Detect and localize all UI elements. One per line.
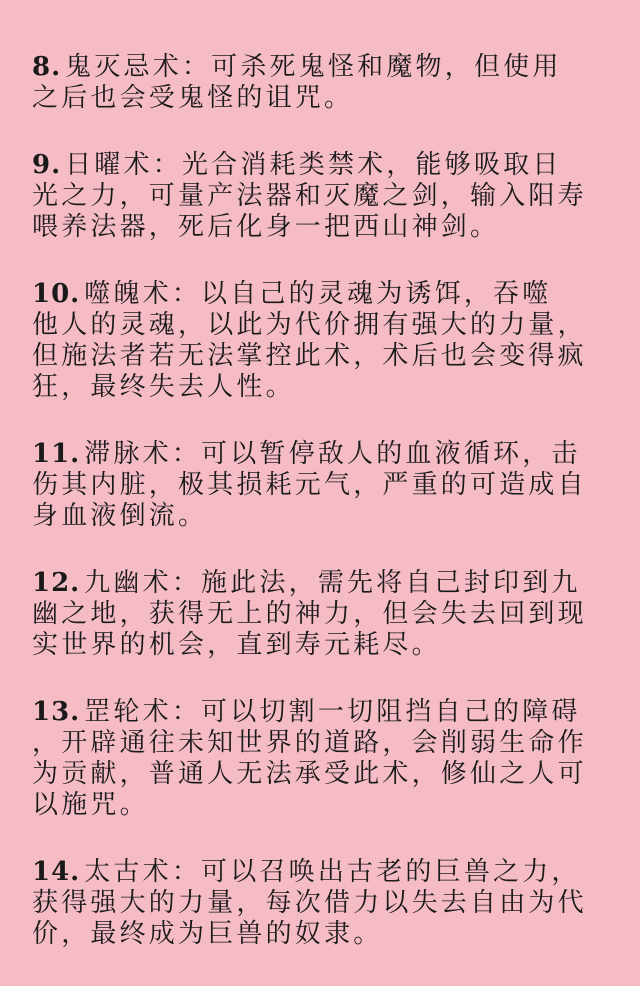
entry-line: 之后也会受鬼怪的诅咒。 <box>32 83 354 113</box>
entry-line: 狂，最终失去人性。 <box>32 372 295 402</box>
entry-13 <box>32 697 616 821</box>
entry-line: 喂养法器，死后化身一把西山神剑。 <box>32 212 500 242</box>
entry-number: 10. <box>32 279 81 309</box>
entry-line: 但施法者若无法掌控此术，术后也会变得疯 <box>32 341 587 371</box>
entry-line <box>32 279 616 310</box>
entry-10 <box>32 279 616 403</box>
entry-line <box>32 52 616 83</box>
entry-text: 太古术：可以召唤出古老的巨兽之力， <box>84 857 581 887</box>
entry-number: 8. <box>32 52 62 82</box>
entry-number: 14. <box>32 857 81 887</box>
entry-line: 幽之地，获得无上的神力，但会失去回到现 <box>32 599 587 629</box>
entry-11 <box>32 439 616 532</box>
entry-line <box>32 150 616 181</box>
entry-text: 鬼灭忌术：可杀死鬼怪和魔物，但使用 <box>65 52 562 82</box>
entry-line: 光之力，可量产法器和灭魔之剑，输入阳寿 <box>32 181 587 211</box>
entry-line: 伤其内脏，极其损耗元气，严重的可造成自 <box>32 470 587 500</box>
entry-number: 13. <box>32 697 81 727</box>
entry-line: 身血液倒流。 <box>32 501 208 531</box>
entry-line <box>32 439 616 470</box>
entry-line <box>32 697 616 728</box>
entry-line: 以施咒。 <box>32 790 149 820</box>
entry-text: 九幽术：施此法，需先将自己封印到九 <box>84 568 581 598</box>
entry-text: 罡轮术：可以切割一切阻挡自己的障碍 <box>84 697 581 727</box>
entry-14 <box>32 857 616 950</box>
entry-text: 噬魄术：以自己的灵魂为诱饵，吞噬 <box>84 279 552 309</box>
entry-line: 实世界的机会，直到寿元耗尽。 <box>32 630 441 660</box>
entry-line <box>32 568 616 599</box>
entry-number: 12. <box>32 568 81 598</box>
entry-line: 为贡献，普通人无法承受此术，修仙之人可 <box>32 759 587 789</box>
entry-line <box>32 857 616 888</box>
entry-number: 9. <box>32 150 62 180</box>
entry-number: 11. <box>32 439 81 469</box>
entry-line: ，开辟通往未知世界的道路，会削弱生命作 <box>32 728 587 758</box>
entry-12 <box>32 568 616 661</box>
entry-line: 他人的灵魂，以此为代价拥有强大的力量， <box>32 310 587 340</box>
entry-text: 滞脉术：可以暂停敌人的血液循环，击 <box>84 439 581 469</box>
entry-line: 价，最终成为巨兽的奴隶。 <box>32 919 383 949</box>
entry-9 <box>32 150 616 243</box>
entry-text: 日曜术：光合消耗类禁术，能够吸取日 <box>65 150 562 180</box>
spell-list <box>32 52 616 986</box>
entry-8 <box>32 52 616 114</box>
entry-line: 获得强大的力量，每次借力以失去自由为代 <box>32 888 587 918</box>
